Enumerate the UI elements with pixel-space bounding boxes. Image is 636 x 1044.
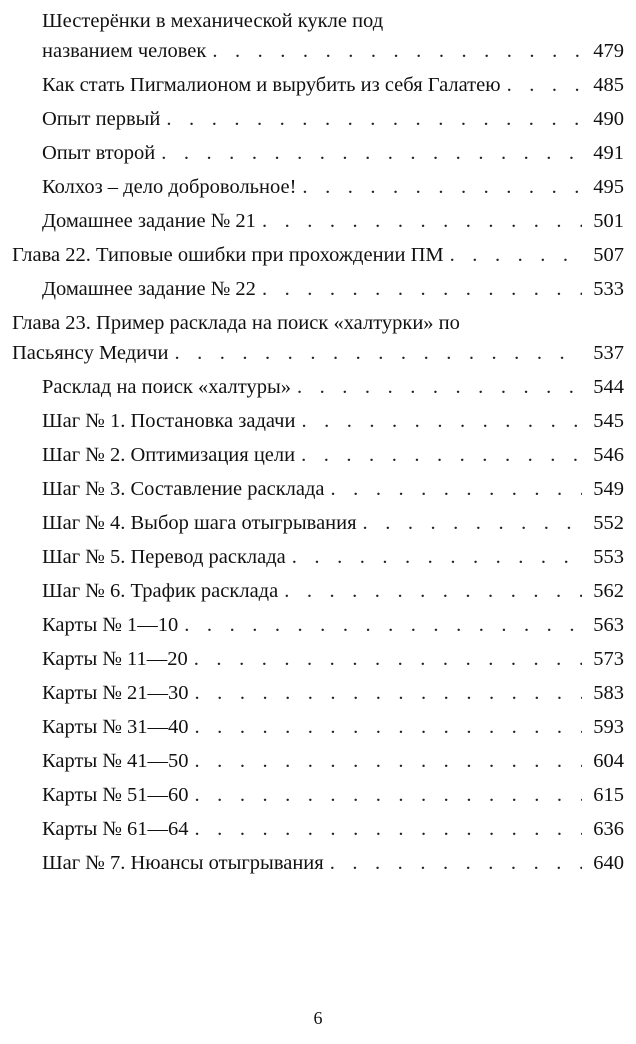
toc-entry[interactable] xyxy=(12,644,624,674)
dot-leader xyxy=(262,274,582,304)
dot-leader xyxy=(195,746,582,776)
toc-entry-page: 552 xyxy=(593,512,624,534)
dot-leader xyxy=(292,542,582,572)
dot-leader xyxy=(195,712,582,742)
dot-leader xyxy=(184,610,582,640)
toc-entry-page: 546 xyxy=(593,444,624,466)
toc-entry-title: Шаг № 3. Составление расклада xyxy=(42,478,325,500)
toc-chapter-entry[interactable] xyxy=(12,240,624,270)
toc-entry-title: названием человек xyxy=(42,40,207,62)
toc-entry-title: Колхоз – дело добровольное! xyxy=(42,176,297,198)
toc-entry-page: 485 xyxy=(593,74,624,96)
toc-entry-row xyxy=(42,474,624,504)
dot-leader xyxy=(212,36,582,66)
dot-leader xyxy=(195,780,582,810)
dot-leader xyxy=(301,440,582,470)
toc-entry-title: Домашнее задание № 22 xyxy=(42,278,256,300)
toc-entry-title: Как стать Пигмалионом и вырубить из себя Галатею xyxy=(42,74,501,96)
toc-entry[interactable] xyxy=(12,372,624,402)
toc-entry[interactable] xyxy=(12,542,624,572)
toc-entry-page: 549 xyxy=(593,478,624,500)
toc-entry[interactable] xyxy=(12,814,624,844)
toc-entry-row xyxy=(42,274,624,304)
toc-entry-title: Опыт второй xyxy=(42,142,156,164)
toc-entry-title: Шаг № 1. Постановка задачи xyxy=(42,410,296,432)
toc-entry-page: 593 xyxy=(593,716,624,738)
toc-entry[interactable] xyxy=(12,6,624,66)
toc-entry-row xyxy=(42,508,624,538)
dot-leader xyxy=(284,576,582,606)
toc-entry-page: 479 xyxy=(593,40,624,62)
dot-leader xyxy=(166,104,582,134)
dot-leader xyxy=(450,240,582,270)
toc-entry-row xyxy=(42,678,624,708)
dot-leader xyxy=(301,406,582,436)
toc-entry-title: Шаг № 2. Оптимизация цели xyxy=(42,444,296,466)
toc-entry-row xyxy=(42,104,624,134)
toc-entry[interactable] xyxy=(12,474,624,504)
toc-entry-row xyxy=(42,36,624,66)
toc-chapter-entry[interactable] xyxy=(12,308,624,368)
toc-entry-page: 507 xyxy=(593,244,624,266)
toc-entry-page: 537 xyxy=(593,342,624,364)
toc-entry[interactable] xyxy=(12,274,624,304)
toc-entry-page: 562 xyxy=(593,580,624,602)
toc-entry-row xyxy=(42,780,624,810)
dot-leader xyxy=(363,508,582,538)
toc-entry-row xyxy=(42,746,624,776)
toc-entry-row xyxy=(42,610,624,640)
toc-entry-title: Пасьянсу Медичи xyxy=(12,342,169,364)
toc-entry-title-line1: Шестерёнки в механической кукле под xyxy=(42,10,384,32)
toc-entry-page: 583 xyxy=(593,682,624,704)
toc-entry-page: 490 xyxy=(593,108,624,130)
toc-entry[interactable] xyxy=(12,440,624,470)
dot-leader xyxy=(262,206,582,236)
toc-entry[interactable] xyxy=(12,70,624,100)
toc-entry-title: Карты № 31—40 xyxy=(42,716,189,738)
toc-entry-row xyxy=(42,70,624,100)
toc-entry-row xyxy=(42,712,624,742)
toc-entry-title: Карты № 1—10 xyxy=(42,614,179,636)
toc-entry-page: 533 xyxy=(593,278,624,300)
toc-entry-title-line1: Глава 23. Пример расклада на поиск «халтурки» по xyxy=(12,312,460,334)
dot-leader xyxy=(161,138,582,168)
table-of-contents xyxy=(12,6,624,882)
toc-entry[interactable] xyxy=(12,746,624,776)
toc-entry-row xyxy=(12,338,624,368)
toc-entry-page: 573 xyxy=(593,648,624,670)
toc-entry[interactable] xyxy=(12,576,624,606)
toc-entry[interactable] xyxy=(12,678,624,708)
toc-entry-title: Шаг № 6. Трафик расклада xyxy=(42,580,279,602)
dot-leader xyxy=(330,848,582,878)
toc-entry-row xyxy=(42,576,624,606)
toc-entry-row xyxy=(42,138,624,168)
toc-entry[interactable] xyxy=(12,848,624,878)
toc-entry-row xyxy=(42,172,624,202)
dot-leader xyxy=(302,172,582,202)
toc-entry-row xyxy=(42,848,624,878)
toc-entry[interactable] xyxy=(12,138,624,168)
toc-entry-title: Карты № 51—60 xyxy=(42,784,189,806)
toc-entry-page: 563 xyxy=(593,614,624,636)
toc-entry-title: Расклад на поиск «халтуры» xyxy=(42,376,291,398)
toc-entry-title: Шаг № 4. Выбор шага отыгрывания xyxy=(42,512,357,534)
toc-entry-title: Опыт первый xyxy=(42,108,161,130)
toc-entry[interactable] xyxy=(12,206,624,236)
toc-entry-page: 495 xyxy=(593,176,624,198)
page-number: 6 xyxy=(313,1008,323,1028)
toc-entry[interactable] xyxy=(12,104,624,134)
toc-entry-title: Карты № 11—20 xyxy=(42,648,188,670)
toc-entry-title: Домашнее задание № 21 xyxy=(42,210,256,232)
toc-entry[interactable] xyxy=(12,406,624,436)
toc-entry-page: 604 xyxy=(593,750,624,772)
toc-entry-page: 640 xyxy=(593,852,624,874)
toc-entry[interactable] xyxy=(12,508,624,538)
toc-entry[interactable] xyxy=(12,172,624,202)
toc-entry-title: Карты № 61—64 xyxy=(42,818,189,840)
dot-leader xyxy=(331,474,582,504)
toc-entry-row xyxy=(42,644,624,674)
toc-entry-page: 545 xyxy=(593,410,624,432)
toc-entry-row xyxy=(12,240,624,270)
toc-entry[interactable] xyxy=(12,780,624,810)
toc-entry-title: Карты № 41—50 xyxy=(42,750,189,772)
toc-entry-title: Шаг № 5. Перевод расклада xyxy=(42,546,286,568)
toc-entry-page: 636 xyxy=(593,818,624,840)
toc-entry-row xyxy=(42,814,624,844)
toc-entry-row xyxy=(42,372,624,402)
dot-leader xyxy=(195,678,582,708)
dot-leader xyxy=(174,338,582,368)
toc-entry-page: 615 xyxy=(593,784,624,806)
toc-entry-page: 544 xyxy=(593,376,624,398)
toc-entry-page: 501 xyxy=(593,210,624,232)
toc-entry-row xyxy=(42,542,624,572)
toc-entry-title: Шаг № 7. Нюансы отыгрывания xyxy=(42,852,324,874)
dot-leader xyxy=(297,372,582,402)
dot-leader xyxy=(195,814,582,844)
dot-leader xyxy=(194,644,582,674)
toc-entry-row xyxy=(42,206,624,236)
toc-entry-title: Глава 22. Типовые ошибки при прохождении ПМ xyxy=(12,244,444,266)
toc-entry-row xyxy=(42,406,624,436)
toc-entry-page: 553 xyxy=(593,546,624,568)
toc-entry-row xyxy=(42,440,624,470)
toc-entry-title: Карты № 21—30 xyxy=(42,682,189,704)
toc-entry[interactable] xyxy=(12,712,624,742)
toc-entry[interactable] xyxy=(12,610,624,640)
dot-leader xyxy=(507,70,582,100)
toc-entry-page: 491 xyxy=(593,142,624,164)
